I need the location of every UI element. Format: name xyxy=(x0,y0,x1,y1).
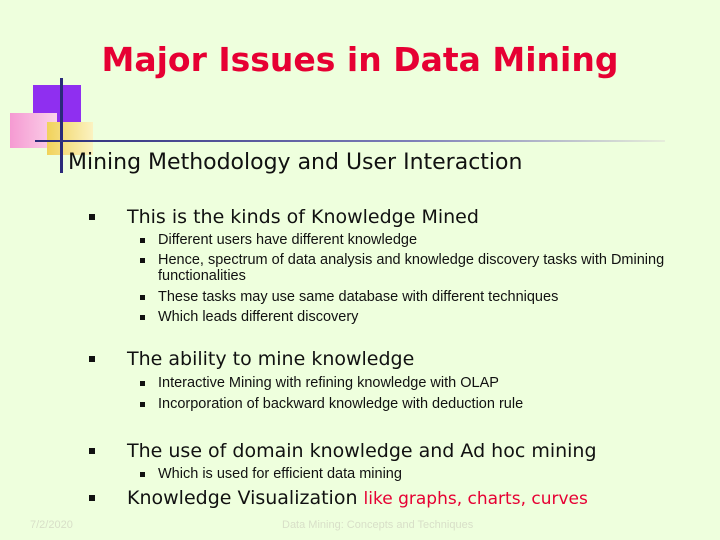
square-bullet-icon xyxy=(89,495,95,501)
square-bullet-icon xyxy=(140,315,145,320)
square-bullet-icon xyxy=(140,402,145,407)
footer-date: 7/2/2020 xyxy=(30,519,73,531)
bullet-text: The ability to mine knowledge xyxy=(127,348,415,370)
sub-bullet-text: These tasks may use same database with different techniques xyxy=(158,289,559,305)
title-divider-line xyxy=(35,140,665,142)
square-bullet-icon xyxy=(140,381,145,386)
square-bullet-icon xyxy=(89,356,95,362)
slide-title: Major Issues in Data Mining xyxy=(101,40,619,79)
bullet-text: The use of domain knowledge and Ad hoc mining xyxy=(127,440,597,462)
sub-bullet-text: Hence, spectrum of data analysis and knowledge discovery tasks with Dmining functionalities xyxy=(158,252,665,284)
square-bullet-icon xyxy=(140,258,145,263)
square-bullet-icon xyxy=(89,448,95,454)
footer-title: Data Mining: Concepts and Techniques xyxy=(282,519,474,531)
square-bullet-icon xyxy=(89,214,95,220)
sub-bullet-text: Which leads different discovery xyxy=(158,309,359,325)
logo-vertical-line xyxy=(60,78,63,173)
sub-bullet-text: Which is used for efficient data mining xyxy=(158,466,402,482)
bullet-text: This is the kinds of Knowledge Mined xyxy=(127,206,479,228)
sub-bullet-text: Different users have different knowledge xyxy=(158,232,418,248)
section-heading: Mining Methodology and User Interaction xyxy=(68,150,523,175)
square-bullet-icon xyxy=(140,472,145,477)
square-bullet-icon xyxy=(140,295,145,300)
square-bullet-icon xyxy=(140,238,145,243)
sub-bullet-text: Incorporation of backward knowledge with deduction rule xyxy=(158,396,524,412)
bullet-text: Knowledge Visualization xyxy=(127,487,358,509)
bullet-accent-text: like graphs, charts, curves xyxy=(363,489,588,509)
sub-bullet-text: Interactive Mining with refining knowledge with OLAP xyxy=(158,375,499,391)
